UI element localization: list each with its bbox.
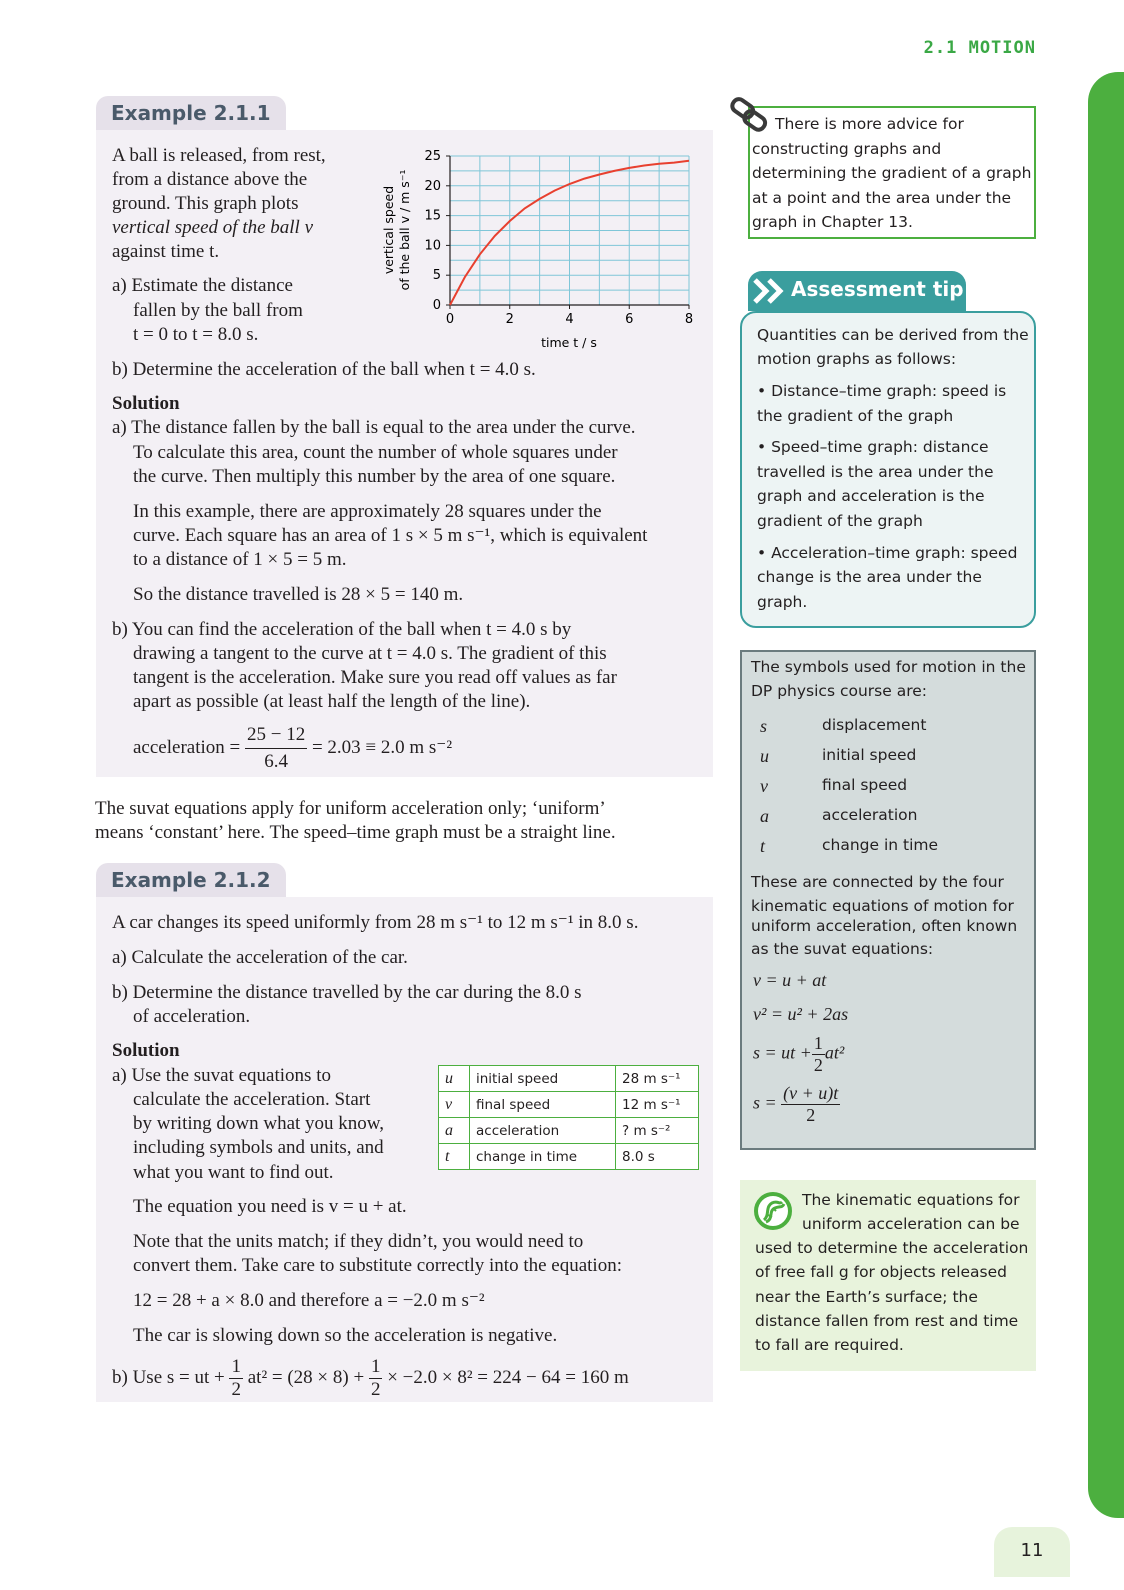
example-1-part-b: b) Determine the acceleration of the ball when t = 4.0 s. <box>112 359 536 380</box>
chart-y-tick-label: 20 <box>424 178 441 194</box>
table-row: a acceleration ? m s⁻² <box>439 1118 699 1144</box>
assessment-tip-title: Assessment tip <box>791 277 964 301</box>
example-2-tab: Example 2.1.2 <box>96 863 286 897</box>
link-icon <box>726 94 774 140</box>
chart-x-tick-label: 8 <box>684 312 694 327</box>
chart-y-label-2: of the ball v / m s⁻¹ <box>397 169 412 291</box>
chart-y-tick-label: 15 <box>424 208 441 224</box>
example-2-part-a: a) Calculate the acceleration of the car. <box>112 947 408 968</box>
section-title: 2.1 MOTION <box>923 38 1036 58</box>
known-values-table <box>438 1065 699 1170</box>
chart-y-label-1: vertical speed <box>381 185 396 275</box>
slowing-note: The car is slowing down so the acceleration is negative. <box>133 1325 558 1346</box>
example-1-tab: Example 2.1.1 <box>96 96 286 130</box>
suvat-equation-4: s = $\frac{(v + u)t}{2}$ <box>753 1083 839 1125</box>
page-number: 11 <box>994 1527 1070 1577</box>
chart-y-tick-label: 5 <box>432 268 441 284</box>
suvat-equation-1: v = u + at <box>753 970 827 990</box>
chart-x-label: time t / s <box>541 335 597 350</box>
acceleration-equation: acceleration = $\frac{25 - 12}{6.4}$ = 2.03 ≡ 2.0 m s⁻² <box>133 724 453 772</box>
substitution-equation: 12 = 28 + a × 8.0 and therefore a = −2.0 m s⁻² <box>133 1290 485 1311</box>
double-chevron-icon <box>752 277 788 305</box>
suvat-equation-3: s = ut + $\frac{1}{2}$ at² <box>753 1033 845 1075</box>
page-edge-bar <box>1088 72 1124 1518</box>
speed-time-chart <box>375 140 705 355</box>
example-2-solution-b: b) Use s = ut + $\frac{1}{2}$ at² = (28 × 8) + $\frac{1}{2}$ × −2.0 × 8² = 224 − 64 = 160 m <box>112 1356 629 1400</box>
example-2-solution-label: Solution <box>112 1040 180 1061</box>
chart-y-tick-label: 0 <box>432 298 441 313</box>
dna-icon <box>753 1191 793 1231</box>
chart-grid <box>450 156 689 305</box>
table-row: t change in time 8.0 s <box>439 1144 699 1170</box>
chart-x-tick-label: 2 <box>505 312 514 327</box>
suvat-equation-2: v² = u² + 2as <box>753 1004 849 1024</box>
chart-x-tick-label: 4 <box>565 312 574 327</box>
example-1-solution-label: Solution <box>112 393 180 414</box>
table-row: v final speed 12 m s⁻¹ <box>439 1092 699 1118</box>
equation-needed: The equation you need is v = u + at. <box>133 1196 407 1217</box>
chart-y-tick-label: 10 <box>424 238 441 254</box>
table-row: u initial speed 28 m s⁻¹ <box>439 1066 699 1092</box>
chart-x-tick-label: 0 <box>445 312 455 327</box>
chart-x-tick-label: 6 <box>625 312 634 327</box>
chart-ticks <box>424 149 693 327</box>
chart-y-tick-label: 25 <box>424 149 441 164</box>
example-2-intro: A car changes its speed uniformly from 28 m s⁻¹ to 12 m s⁻¹ in 8.0 s. <box>112 912 639 933</box>
